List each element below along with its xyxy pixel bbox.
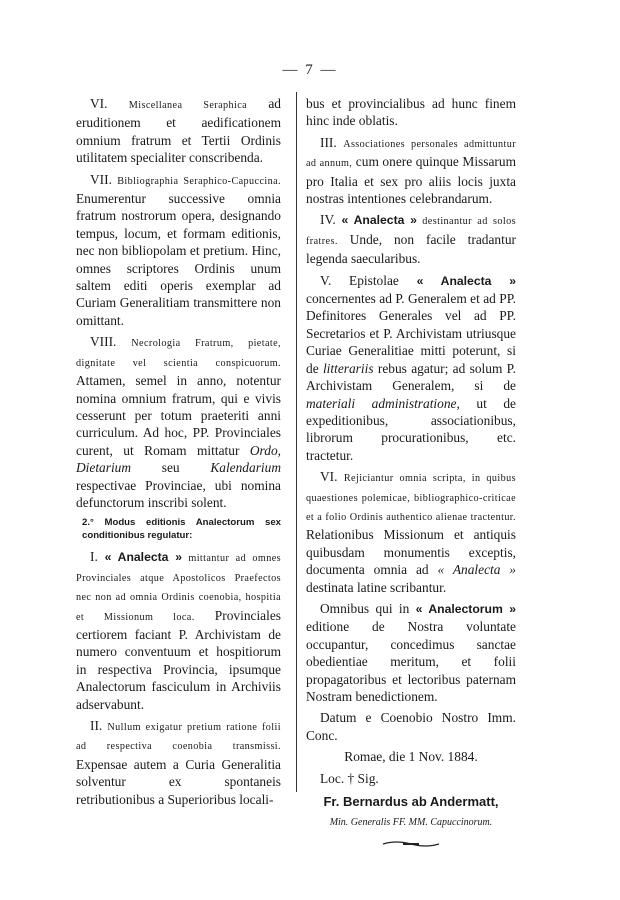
section-ii (76, 717, 281, 808)
section-text: Expensae autem a Curia Generalitia solventur ex spontaneis retributionibus a Superioribus locali- (76, 756, 281, 807)
section-heading: Associationes personales admittuntur ad annum, (306, 138, 516, 170)
section-number: I. (90, 549, 98, 565)
continuation-text: bus et provincialibus ad hunc finem hinc inde oblatis. (306, 96, 516, 129)
section-number: II. (90, 718, 103, 733)
italic-term: materiali administratione, (306, 395, 460, 411)
left-column (76, 95, 281, 812)
section-v (306, 272, 516, 464)
section-text: Omnibus qui in (320, 600, 416, 616)
section-text: Enumerentur successive omnia fratrum nostrorum opera, designando tempus, locum, et formam editionis, nec non bibliopolam et pretium. Hinc, omnes scriptores Ordinis unum saltem editi operis exemplar ad Curiam Generalitiam transmittere non omittant. (76, 191, 281, 328)
flourish-icon (381, 839, 441, 849)
section-text: Epistolae (349, 272, 417, 288)
section-heading: destinantur ad solos fratres. (306, 216, 517, 247)
section-number: III. (320, 134, 337, 150)
section-iv (306, 211, 516, 267)
section-vii (76, 171, 281, 330)
section-vi-right (306, 468, 516, 596)
section-heading: mittantur ad omnes Provinciales atque Apostolicos Praefectos nec non ad omnia Ordinis coenobia, hospitia et Missionum loca. (76, 553, 281, 623)
italic-term: Ordo, Dietarium (76, 442, 281, 476)
closing-paragraph (306, 600, 516, 705)
section-text: rebus agatur; ad solum P. Archivistam Generalem, si de (306, 360, 516, 394)
section-number: VI. (90, 96, 108, 111)
bold-term: « Analecta » (341, 213, 417, 228)
section-number: IV. (320, 212, 336, 228)
section-number: V. (320, 272, 332, 288)
section-number: VI. (320, 469, 338, 485)
section-text: editione de Nostra voluntate occupantur, concedimus sanctae obedientiae meritum, et folii propagatoribus et lectoribus paternam Nostram benedictionem. (306, 619, 516, 704)
section-text: Provinciales certiorem faciant P. Archivistam de numero conventuum et hospitiorum in respectiva Provincia, ipsumque Analectorum fasciculum in Archiviis adservabunt. (76, 607, 281, 712)
seal-line: Loc. † Sig. (320, 770, 379, 786)
section-vi (76, 95, 281, 167)
section-text: Unde, non facile tradantur legenda saecularibus. (306, 231, 516, 267)
flourish-ornament (306, 836, 516, 853)
section-heading: Necrologia Fratrum, pietate, dignitate vel scientia conspicuorum. (76, 338, 281, 369)
section-text: cum onere quinque Missarum pro Italia et sex pro aliis locis juxta nostras intentiones celebrandarum. (306, 154, 516, 207)
italic-term: « Analecta » (437, 562, 516, 578)
section-iii (306, 134, 516, 208)
section-heading: Nullum exigatur pretium ratione folii ad respectiva coenobia transmissi. (76, 722, 281, 753)
bold-term: « Analecta » (416, 273, 516, 288)
section-text: seu (131, 460, 211, 476)
page-number: — 7 — (282, 62, 338, 78)
section-text: destinata latine scribantur. (306, 579, 447, 595)
bold-term: « Analectorum » (415, 601, 516, 616)
section-heading: Bibliographia Seraphico-Capuccina. (117, 175, 281, 187)
section-number: VII. (90, 171, 112, 187)
section-i (76, 548, 281, 713)
section-text: Attamen, semel in anno, notentur nomina omnium fratrum, qui e vivis cesserunt per totum praeteriti anni curriculum. Ad hoc, PP. Provinciales curent, ut Romam mittatur (76, 373, 281, 458)
column-divider (296, 92, 297, 792)
right-column (306, 95, 516, 853)
section-text: respectivae Provinciae, ubi nomina defunctorum inscribi solent. (76, 477, 281, 510)
italic-term: Kalendarium (210, 460, 281, 476)
section-heading: Miscellanea Seraphica (128, 100, 248, 111)
bold-term: « Analecta » (104, 550, 183, 565)
section-text: ut de expeditionibus, associationibus, librorum procurationibus, etc. tractetur. (306, 395, 517, 463)
section-text: ad eruditionem et aedificationem omnium fratrum et Tertii Ordinis utilitatem specialiter conscribenda. (76, 96, 281, 166)
signer-title: Min. Generalis FF. MM. Capuccinorum. (329, 817, 493, 829)
italic-term: litterariis (322, 360, 374, 376)
section-text: concernentes ad P. Generalem et ad PP. Definitores Generales vel ad PP. Secretarios et P. Archivistam utriusque Curiae Generalitiae mitti poterunt, si de (306, 291, 516, 376)
subsection-heading: 2.° Modus editionis Analectorum sex conditionibus regulatur: (82, 517, 281, 541)
signer-name: Fr. Bernardus ab Andermatt, (323, 794, 499, 810)
date-line: Datum e Coenobio Nostro Imm. Conc. (306, 710, 516, 743)
section-heading: Rejiciantur omnia scripta, in quibus quaestiones polemicae, bibliographico-criticae et a folio Ordinis authentico alienae tractentur. (306, 473, 516, 523)
section-text: Relationibus Missionum et antiquis quibusdam monumentis exceptis, documenta omnia ad (306, 527, 516, 578)
place-line: Romae, die 1 Nov. 1884. (344, 749, 478, 765)
section-viii (76, 333, 281, 511)
section-number: VIII. (90, 334, 117, 350)
